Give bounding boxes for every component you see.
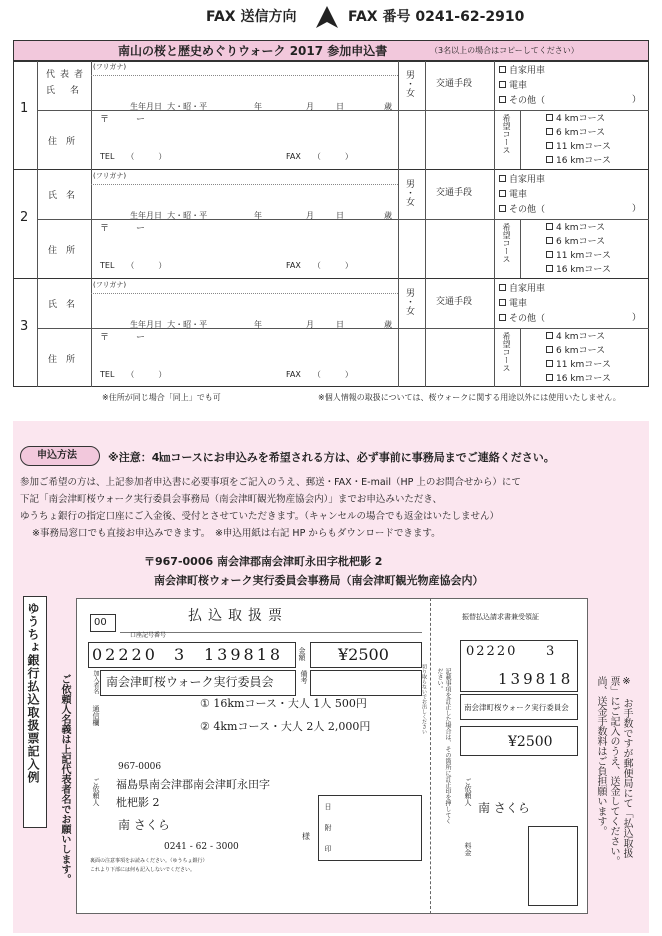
form-title: 南山の桜と歴史めぐりウォーク 2017 参加申込書	[118, 44, 388, 58]
birthdate-row: 生年月日 大・昭・平 年 月 日 歳	[130, 211, 392, 220]
furigana-label: (フリガナ)	[93, 63, 127, 71]
slip-code: 00	[94, 617, 107, 628]
close-paren: ）	[632, 204, 642, 214]
account-mid: 3	[174, 645, 185, 664]
amount-value: ¥2500	[338, 645, 389, 664]
method-line: 参加ご希望の方は、上記参加者申込書に必要事項をご記入のうえ、郵送・FAX・E-mail（HP 上のお問合せから）にて	[20, 477, 521, 488]
slip-title: 払込取扱票	[188, 608, 288, 624]
receipt-name: 南 さくら	[478, 801, 530, 815]
tel-label: TEL （ ）	[100, 261, 167, 270]
requester-address: 福島県南会津郡南会津町永田字	[116, 778, 270, 791]
representative-name-label: 氏名	[46, 86, 95, 96]
do-not-cut-note: 切り取らないでお出しください	[421, 664, 427, 734]
course-option[interactable]: 4 kmコース	[546, 332, 605, 342]
postal-label: 〒 ー	[100, 115, 146, 125]
fee-note: ※ お手数ですが郵便局にて「払込取扱票」にご記入のうえ、送金してください。尚、送金手数料はご負担願います。	[595, 676, 632, 866]
fax-direction-label: FAX 送信方向	[206, 9, 297, 25]
sex-choice[interactable]: 男・女	[404, 179, 414, 206]
remark-label: 備考	[300, 670, 308, 684]
sex-choice[interactable]: 男・女	[404, 288, 414, 315]
payee-label: 加入者名	[92, 670, 99, 694]
course-option[interactable]: 16 kmコース	[546, 156, 611, 166]
transport-option[interactable]: 電車	[499, 81, 527, 91]
amount-label: 金額	[298, 647, 306, 661]
receipt-account-prefix: 02220	[466, 644, 518, 659]
slip-example-title: ゆうちょ銀行払込取扱票記入例	[26, 602, 40, 784]
transport-option[interactable]: 電車	[499, 299, 527, 309]
up-arrow-icon	[314, 4, 340, 30]
slip-foot-note: これより下部には何も記入しないでください。	[90, 867, 196, 873]
course-label: 希望コース	[502, 114, 511, 154]
date-seal-label: 日附印	[324, 803, 332, 866]
receipt-account-mid: 3	[546, 644, 555, 659]
receipt-fee-label: 料金	[464, 842, 472, 856]
receipt-requester-label: ご依頼人	[464, 778, 472, 806]
address-same-note: ※住所が同じ場合「同上」でも可	[102, 393, 221, 402]
course-option[interactable]: 16 kmコース	[546, 374, 611, 384]
address-label: 住 所	[48, 137, 76, 147]
copy-note: （3名以上の場合はコピーしてください）	[430, 46, 579, 55]
account-prefix: 02220	[92, 645, 158, 664]
furigana-label: (フリガナ)	[93, 172, 127, 180]
row-number: 2	[20, 210, 29, 225]
transport-label: 交通手段	[436, 297, 473, 307]
memo-line: ① 16kmコース・大人 1人 500円	[200, 697, 367, 710]
account-label: 口座記号番号	[130, 632, 167, 639]
birthdate-row: 生年月日 大・昭・平 年 月 日 歳	[130, 102, 392, 111]
name-label: 氏 名	[48, 191, 76, 201]
requester-name: 南 さくら	[118, 818, 170, 832]
fax-number: FAX 番号 0241-62-2910	[348, 9, 525, 25]
course-option[interactable]: 16 kmコース	[546, 265, 611, 275]
postal-label: 〒 ー	[100, 224, 146, 234]
fax-label: FAX （ ）	[286, 261, 353, 270]
receipt-amount: ¥2500	[508, 734, 553, 750]
receipt-payee: 南会津町桜ウォーク実行委員会	[464, 703, 569, 712]
course-option[interactable]: 6 kmコース	[546, 237, 605, 247]
tel-label: TEL （ ）	[100, 370, 167, 379]
memo-line: ② 4kmコース・大人 2人 2,000円	[200, 720, 371, 733]
course-option[interactable]: 6 kmコース	[546, 128, 605, 138]
method-warning: ※注意：4㎞コースにお申込みを希望される方は、必ず事前に事務局までご連絡ください。	[108, 451, 555, 464]
requester-sama: 様	[302, 832, 310, 841]
privacy-note: ※個人情報の取扱については、桜ウォークに関する用途以外には使用いたしません。	[318, 393, 621, 402]
tel-label: TEL （ ）	[100, 152, 167, 161]
transport-option[interactable]: 電車	[499, 190, 527, 200]
requester-tel: 0241 - 62 - 3000	[164, 842, 239, 852]
address-label: 住 所	[48, 355, 76, 365]
requester-address: 枇杷影 2	[116, 796, 160, 809]
row-number: 3	[20, 319, 29, 334]
fax-label: FAX （ ）	[286, 152, 353, 161]
postal-label: 〒 ー	[100, 333, 146, 343]
furigana-label: (フリガナ)	[93, 281, 127, 289]
transport-label: 交通手段	[436, 79, 473, 89]
receipt-stamp-box	[528, 826, 578, 906]
transport-option[interactable]: 自家用車	[499, 66, 545, 76]
office-address: 〒967-0006 南会津郡南会津町永田字枇杷影 2	[144, 555, 383, 568]
office-name: 南会津町桜ウォーク実行委員会事務局（南会津町観光物産協会内）	[154, 574, 484, 587]
requester-name-note: ご依頼人名義は上記代表者名でお願いします。	[59, 674, 70, 884]
receipt-title: 振替払込請求書兼受領証	[462, 613, 539, 621]
correction-note: 記載事項を訂正した場合は、その箇所に訂正印を押してください。	[436, 668, 451, 824]
transport-option[interactable]: その他（	[499, 96, 545, 106]
course-option[interactable]: 6 kmコース	[546, 346, 605, 356]
name-label: 氏 名	[48, 300, 76, 310]
close-paren: ）	[632, 313, 642, 323]
course-option[interactable]: 11 kmコース	[546, 360, 611, 370]
row-number: 1	[20, 101, 29, 116]
method-label: 申込方法	[37, 450, 77, 461]
course-option[interactable]: 4 kmコース	[546, 223, 605, 233]
course-label: 希望コース	[502, 223, 511, 263]
remark-box	[310, 670, 422, 696]
address-label: 住 所	[48, 246, 76, 256]
payee-name: 南会津町桜ウォーク実行委員会	[106, 675, 274, 689]
transport-label: 交通手段	[436, 188, 473, 198]
account-number: 139818	[204, 645, 284, 664]
close-paren: ）	[632, 95, 642, 105]
requester-label: ご依頼人	[92, 778, 100, 806]
transport-option[interactable]: 自家用車	[499, 175, 545, 185]
representative-label: 代表者	[46, 70, 89, 80]
sex-choice[interactable]: 男・女	[404, 70, 414, 97]
method-line: ゆうちょ銀行の指定口座にご入金後、受付とさせていただきます。（キャンセルの場合でも返金はいたしません）	[20, 511, 499, 522]
receipt-account-number: 139818	[498, 670, 574, 688]
date-seal-box	[318, 795, 422, 861]
transport-option[interactable]: その他（	[499, 314, 545, 324]
transport-option[interactable]: 自家用車	[499, 284, 545, 294]
slip-foot-note: 裏面の注意事項をお読みください。（ゆうちょ銀行）	[90, 858, 208, 864]
course-label: 希望コース	[502, 332, 511, 372]
transport-option[interactable]: その他（	[499, 205, 545, 215]
course-option[interactable]: 11 kmコース	[546, 251, 611, 261]
slip-divider	[430, 598, 431, 914]
birthdate-row: 生年月日 大・昭・平 年 月 日 歳	[130, 320, 392, 329]
course-option[interactable]: 11 kmコース	[546, 142, 611, 152]
course-option[interactable]: 4 kmコース	[546, 114, 605, 124]
fax-label: FAX （ ）	[286, 370, 353, 379]
requester-zip: 967-0006	[118, 762, 162, 772]
method-line: 下記「南会津町桜ウォーク実行委員会事務局（南会津町観光物産協会内）」までお申込みいただき、	[20, 494, 442, 505]
memo-label: 通信欄	[92, 705, 100, 726]
method-line: ※事務局窓口でも直接お申込みできます。 ※申込用紙は右記 HP からもダウンロードできます。	[32, 528, 441, 539]
